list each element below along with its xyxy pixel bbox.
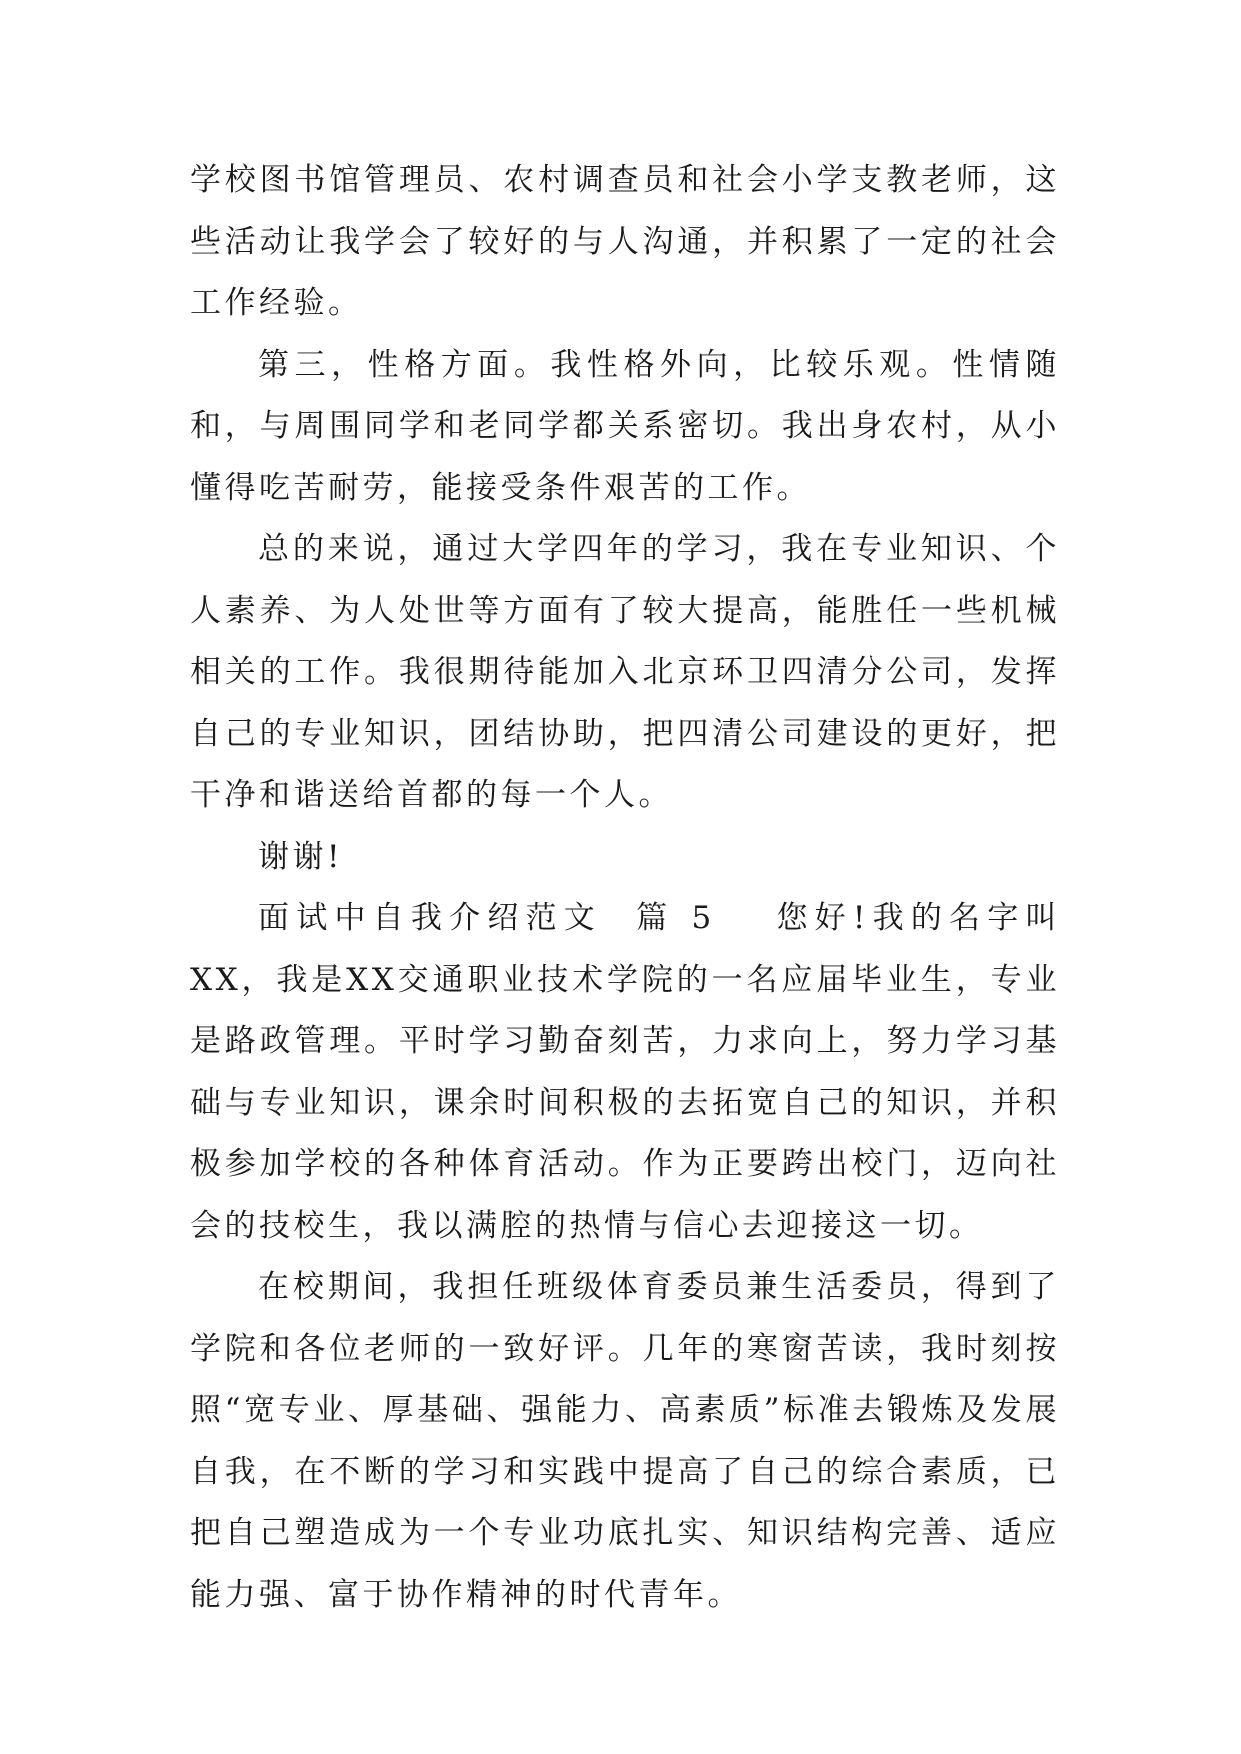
paragraph-personality: 第三，性格方面。我性格外向，比较乐观。性情随和，与周围同学和老同学都关系密切。我出身农村，从小懂得吃苦耐劳，能接受条件艰苦的工作。	[190, 346, 1060, 506]
paragraph-thanks: 谢谢!	[258, 838, 343, 875]
section-number: 篇 5	[636, 900, 715, 936]
document-body	[190, 150, 1060, 1626]
paragraph-school-period: 在校期间，我担任班级体育委员兼生活委员，得到了学院和各位老师的一致好评。几年的寒窗苦读，我时刻按照“宽专业、厚基础、强能力、高素质”标准去锻炼及发展自我，在不断的学习和实践中提高了自己的综合素质，已把自己塑造成为一个专业功底扎实、知识结构完善、适应能力强、富于协作精神的时代青年。	[190, 1269, 1060, 1613]
paragraph-library-experience: 学校图书馆管理员、农村调查员和社会小学支教老师，这些活动让我学会了较好的与人沟通，并积累了一定的社会工作经验。	[190, 162, 1060, 321]
section-heading: 面试中自我介绍范文	[258, 900, 603, 936]
section-body-text: 您好!我的名字叫XX，我是XX交通职业技术学院的一名应届毕业生，专业是路政管理。平时学习勤奋刻苦，力求向上，努力学习基础与专业知识，课余时间积极的去拓宽自己的知识，并积极参加学校的各种体育活动。作为正要跨出校门，迈向社会的技校生，我以满腔的热情与信心去迎接这一切。	[190, 900, 1060, 1244]
paragraph-summary: 总的来说，通过大学四年的学习，我在专业知识、个人素养、为人处世等方面有了较大提高，能胜任一些机械相关的工作。我很期待能加入北京环卫四清分公司，发挥自己的专业知识，团结协助，把四清公司建设的更好，把干净和谐送给首都的每一个人。	[190, 531, 1060, 813]
section-intro-paragraph	[190, 888, 1060, 1257]
